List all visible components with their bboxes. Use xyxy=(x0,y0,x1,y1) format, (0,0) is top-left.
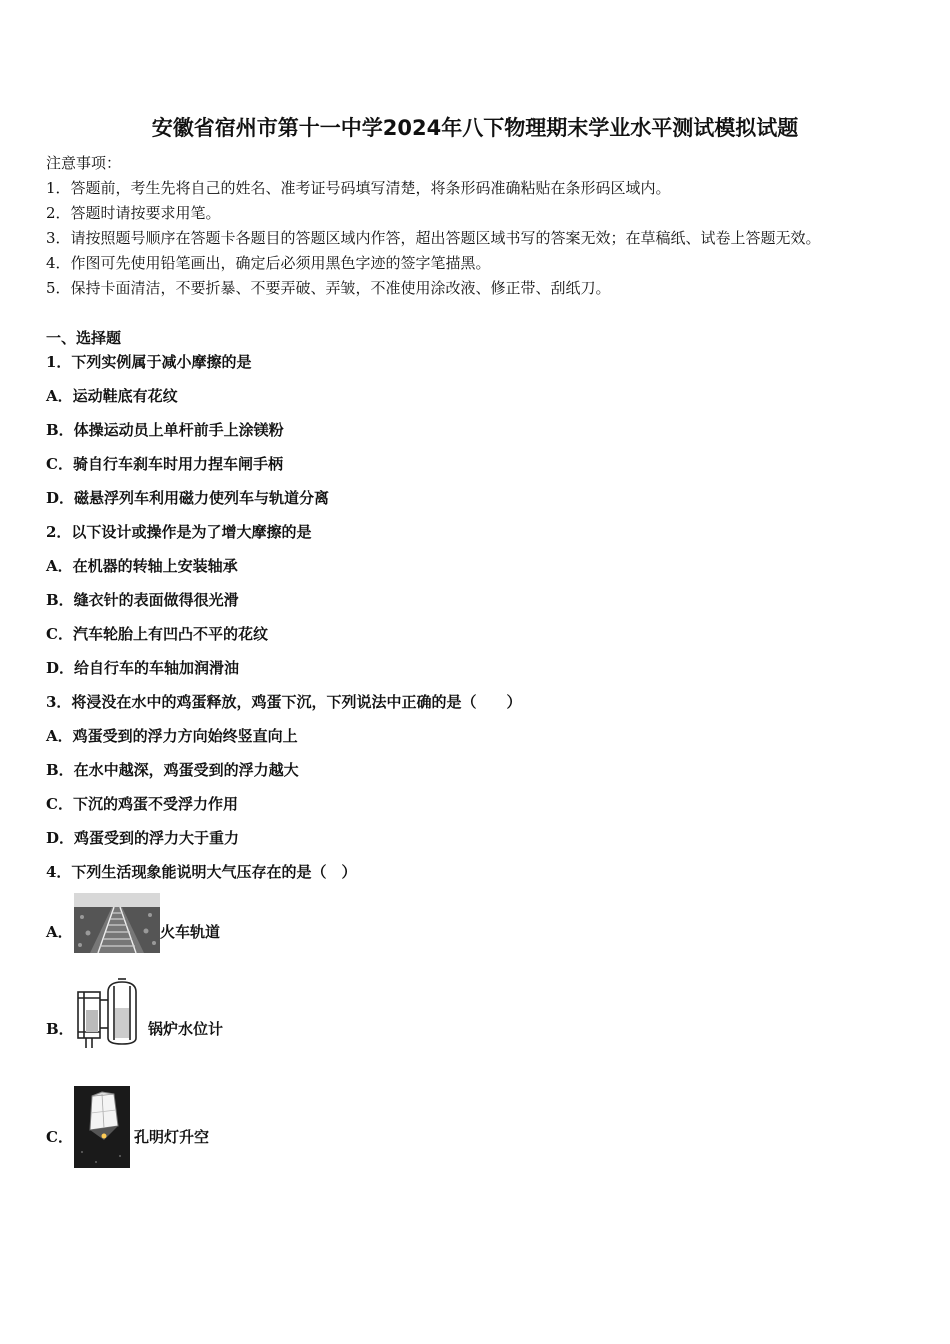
question-option: B．体操运动员上单杆前手上涂镁粉 xyxy=(46,421,284,439)
notice-heading: 注意事项： xyxy=(46,154,122,172)
notice-item: 5．保持卡面清洁，不要折暴、不要弄破、弄皱，不准使用涂改液、修正带、刮纸刀。 xyxy=(46,279,611,297)
question-option: D．鸡蛋受到的浮力大于重力 xyxy=(46,829,240,847)
question-option: B．缝衣针的表面做得很光滑 xyxy=(46,591,239,609)
railway-track-icon xyxy=(74,893,160,953)
page-title: 安徽省宿州市第十一中学2024年八下物理期末学业水平测试模拟试题 xyxy=(151,116,799,140)
question-stem: 3．将浸没在水中的鸡蛋释放，鸡蛋下沉，下列说法中正确的是（ ） xyxy=(46,693,522,711)
option-letter: A． xyxy=(46,923,73,941)
option-caption: 火车轨道 xyxy=(160,923,221,941)
question-stem: 1．下列实例属于减小摩擦的是 xyxy=(46,353,252,371)
question-option: D．磁悬浮列车利用磁力使列车与轨道分离 xyxy=(46,489,330,507)
question-stem: 4．下列生活现象能说明大气压存在的是（ ） xyxy=(46,863,357,881)
notice-item: 1．答题前，考生先将自己的姓名、准考证号码填写清楚，将条形码准确粘贴在条形码区域内。 xyxy=(46,179,671,197)
question-option: A．运动鞋底有花纹 xyxy=(46,387,178,405)
question-option: A．在机器的转轴上安装轴承 xyxy=(46,557,238,575)
option-letter: C． xyxy=(46,1128,73,1146)
question-stem: 2．以下设计或操作是为了增大摩擦的是 xyxy=(46,523,312,541)
sky-lantern-icon xyxy=(74,1086,130,1168)
question-option: C．汽车轮胎上有凹凸不平的花纹 xyxy=(46,625,268,643)
question-option: B．在水中越深，鸡蛋受到的浮力越大 xyxy=(46,761,299,779)
question-option: C．骑自行车刹车时用力捏车闸手柄 xyxy=(46,455,283,473)
question-option: C．下沉的鸡蛋不受浮力作用 xyxy=(46,795,238,813)
section-heading: 一、选择题 xyxy=(46,329,122,347)
option-caption: 孔明灯升空 xyxy=(134,1128,210,1146)
notice-item: 3．请按照题号顺序在答题卡各题目的答题区域内作答，超出答题区域书写的答案无效；在草稿纸、试卷上答题无效。 xyxy=(46,229,821,247)
notice-item: 4．作图可先使用铅笔画出，确定后必须用黑色字迹的签字笔描黑。 xyxy=(46,254,491,272)
notice-item: 2．答题时请按要求用笔。 xyxy=(46,204,221,222)
boiler-water-gauge-icon xyxy=(74,978,146,1050)
option-caption: 锅炉水位计 xyxy=(148,1020,224,1038)
question-option: D．给自行车的车轴加润滑油 xyxy=(46,659,240,677)
question-option: A．鸡蛋受到的浮力方向始终竖直向上 xyxy=(46,727,298,745)
option-letter: B． xyxy=(46,1020,74,1038)
